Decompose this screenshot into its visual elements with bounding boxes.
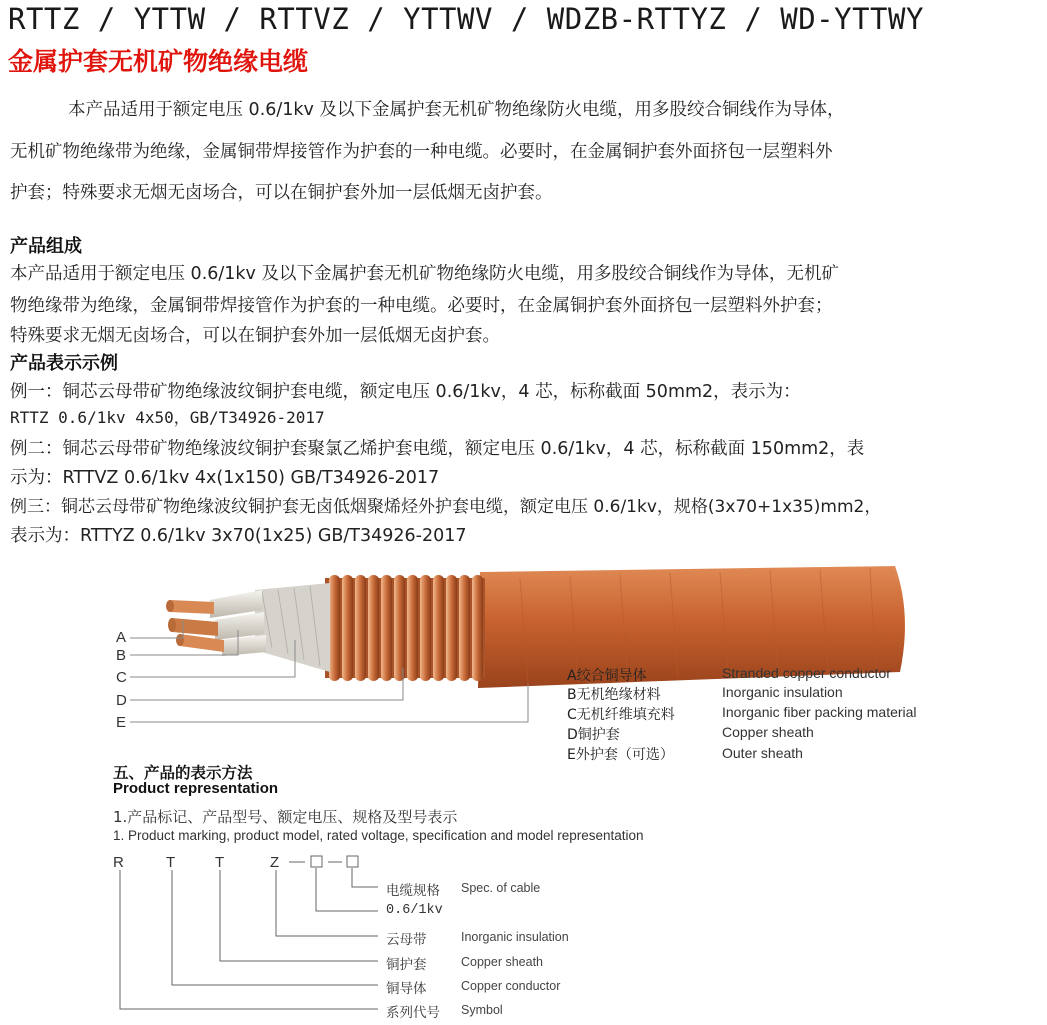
legend-cn: B无机绝缘材料 xyxy=(567,687,661,703)
intro-line: 无机矿物绝缘带为绝缘，金属铜带焊接管作为护套的一种电缆。必要时，在金属铜护套外面挤包一层塑料外 xyxy=(10,142,833,162)
legend-en: Copper sheath xyxy=(722,724,814,740)
representation-heading-en: Product representation xyxy=(113,780,279,797)
code-letter-r: R xyxy=(113,854,124,871)
code-letter-z: Z xyxy=(270,854,280,871)
legend-en: Inorganic fiber packing material xyxy=(722,704,917,720)
legend-en: Stranded copper conductor xyxy=(722,665,891,681)
legend-cn: C无机纤维填充料 xyxy=(567,707,675,723)
representation-sub-cn: 1.产品标记、产品型号、额定电压、规格及型号表示 xyxy=(113,808,458,826)
code-item-en: Copper conductor xyxy=(461,979,561,993)
example-line: 表示为：RTTYZ 0.6/1kv 3x70(1x25) GB/T34926-2017 xyxy=(10,526,467,546)
page-subtitle: 金属护套无机矿物绝缘电缆 xyxy=(8,47,309,76)
representation-sub-en: 1. Product marking, product model, rated voltage, specification and model representation xyxy=(113,828,644,843)
code-item-cn: 电缆规格 xyxy=(386,883,440,899)
cable-label-e: E xyxy=(116,714,127,731)
code-letter-t: T xyxy=(166,854,176,871)
composition-heading: 产品组成 xyxy=(10,236,82,257)
composition-line: 特殊要求无烟无卤场合，可以在铜护套外加一层低烟无卤护套。 xyxy=(10,326,500,346)
code-item-cn: 0.6/1kv xyxy=(386,903,443,918)
legend-cn: E外护套（可选） xyxy=(567,747,674,763)
cable-label-a: A xyxy=(116,629,127,646)
legend-en: Inorganic insulation xyxy=(722,684,843,700)
example-line: 例三：铜芯云母带矿物绝缘波纹铜护套无卤低烟聚烯烃外护套电缆，额定电压 0.6/1kv，规格(3x70+1x35)mm2， xyxy=(10,497,882,517)
composition-line: 物绝缘带为绝缘，金属铜带焊接管作为护套的一种电缆。必要时，在金属铜护套外面挤包一层塑料外护套； xyxy=(10,296,833,316)
code-item-en: Spec. of cable xyxy=(461,881,541,895)
cable-illustration xyxy=(0,560,1047,760)
code-item-cn: 系列代号 xyxy=(386,1005,440,1021)
code-item-en: Symbol xyxy=(461,1003,503,1017)
legend-cn: A绞合铜导体 xyxy=(567,668,647,684)
example-line: 示为：RTTVZ 0.6/1kv 4x(1x150) GB/T34926-2017 xyxy=(10,468,440,488)
code-item-cn: 铜导体 xyxy=(386,981,427,997)
code-item-en: Copper sheath xyxy=(461,955,544,969)
code-letter-t: T xyxy=(215,854,225,871)
legend-cn: D铜护套 xyxy=(567,727,620,743)
code-item-cn: 铜护套 xyxy=(386,957,427,973)
example-line: RTTZ 0.6/1kv 4x50，GB/T34926-2017 xyxy=(10,408,325,427)
code-item-en: Inorganic insulation xyxy=(461,930,569,944)
representation-heading-cn: 五、产品的表示方法 xyxy=(113,764,253,782)
example-line: 例一：铜芯云母带矿物绝缘波纹铜护套电缆，额定电压 0.6/1kv，4 芯，标称截面 50mm2，表示为： xyxy=(10,382,801,402)
copper-sheath xyxy=(325,575,485,681)
composition-line: 本产品适用于额定电压 0.6/1kv 及以下金属护套无机矿物绝缘防火电缆，用多股绞合铜线作为导体，无机矿 xyxy=(10,264,839,284)
cable-label-b: B xyxy=(116,647,127,664)
example-line: 例二：铜芯云母带矿物绝缘波纹铜护套聚氯乙烯护套电缆，额定电压 0.6/1kv，4 芯，标称截面 150mm2，表 xyxy=(10,439,865,459)
page-title: RTTZ / YTTW / RTTVZ / YTTWV / WDZB-RTTYZ / WD-YTTWY xyxy=(8,2,924,36)
intro-line: 护套；特殊要求无烟无卤场合，可以在铜护套外加一层低烟无卤护套。 xyxy=(10,183,553,203)
legend-en: Outer sheath xyxy=(722,745,803,761)
intro-line: 本产品适用于额定电压 0.6/1kv 及以下金属护套无机矿物绝缘防火电缆，用多股绞合铜线作为导体， xyxy=(68,100,845,120)
examples-heading: 产品表示示例 xyxy=(10,353,118,374)
code-item-cn: 云母带 xyxy=(386,932,427,948)
cable-label-c: C xyxy=(116,669,127,686)
cable-label-d: D xyxy=(116,692,127,709)
